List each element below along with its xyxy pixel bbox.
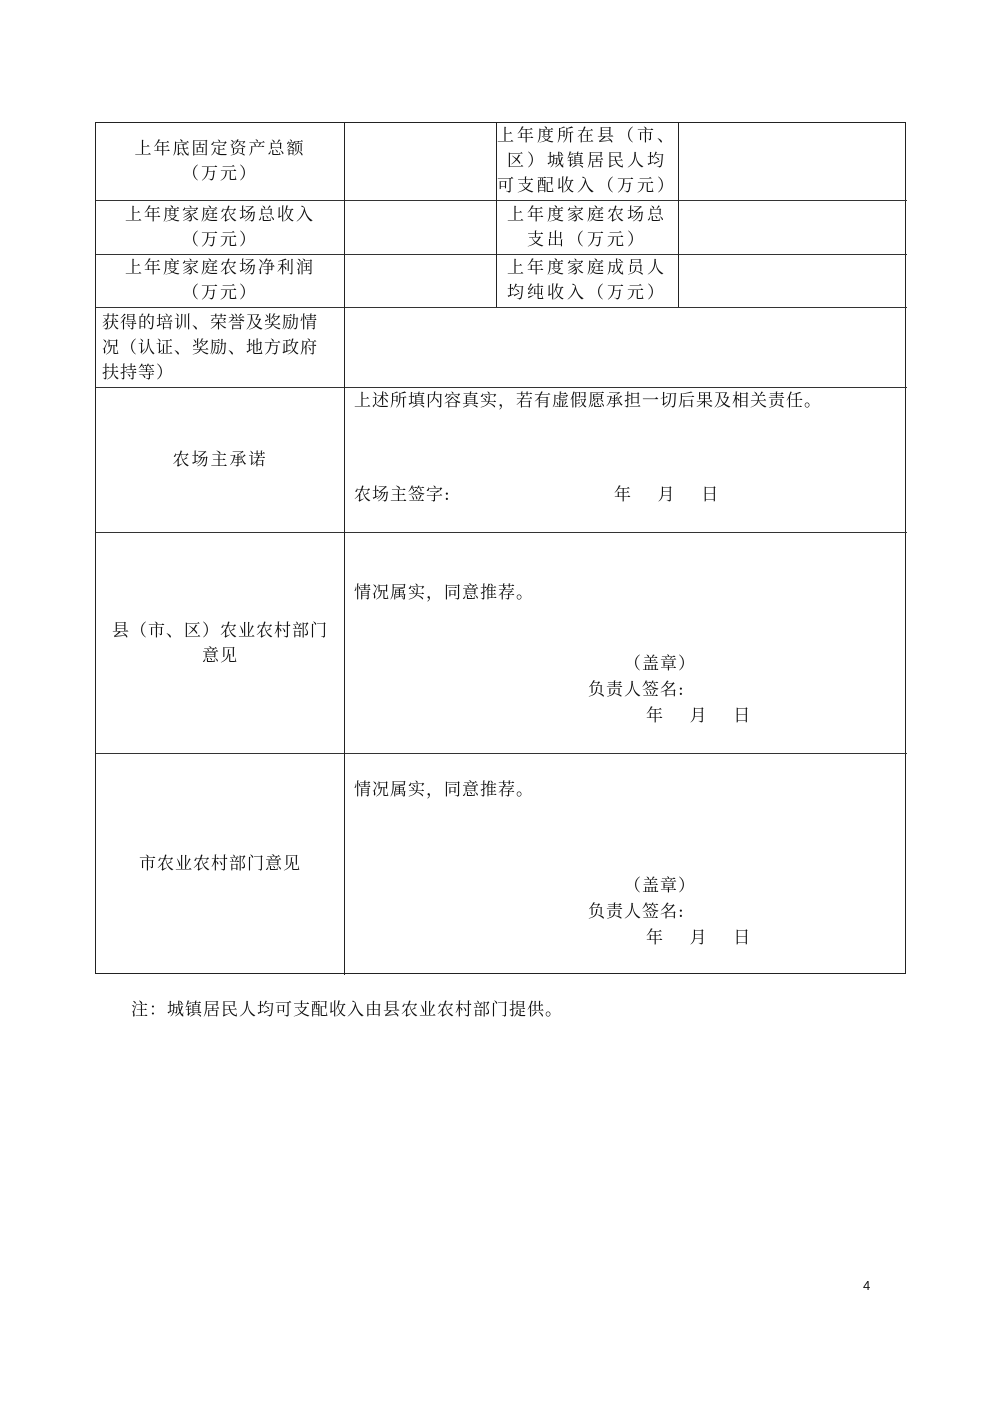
total-revenue-label xyxy=(96,203,344,253)
farm-application-table xyxy=(95,122,906,974)
label-line: 况（认证、奖励、地方政府 xyxy=(102,338,318,358)
footnote: 注：城镇居民人均可支配收入由县农业农村部门提供。 xyxy=(131,1000,563,1020)
per-capita-income-label xyxy=(496,256,678,306)
pledge-statement: 上述所填内容真实，若有虚假愿承担一切后果及相关责任。 xyxy=(354,391,822,411)
label-line: 获得的培训、荣誉及奖励情 xyxy=(102,313,318,333)
label-line: 上年底固定资产总额 xyxy=(134,139,306,159)
farmer-signature-label: 农场主签字: xyxy=(354,485,451,505)
county-signature-field[interactable] xyxy=(696,678,846,703)
county-signer-label: 负责人签名: xyxy=(588,680,685,700)
city-opinion-statement: 情况属实，同意推荐。 xyxy=(354,780,534,800)
label-line: （万元） xyxy=(182,164,258,184)
county-opinion-label xyxy=(96,619,344,669)
county-opinion-statement: 情况属实，同意推荐。 xyxy=(354,583,534,603)
row-divider xyxy=(96,387,907,388)
label-line: 县（市、区）农业农村部门 xyxy=(112,621,328,641)
row-divider xyxy=(96,753,907,754)
total-expense-label xyxy=(496,203,678,253)
county-seal-label: （盖章） xyxy=(624,654,696,674)
label-line: 上年度家庭农场总 xyxy=(507,205,667,225)
pledge-date: 年 月 日 xyxy=(614,485,720,505)
label-line: 上年度家庭农场净利润 xyxy=(125,258,315,278)
net-profit-label xyxy=(96,256,344,306)
city-date: 年 月 日 xyxy=(646,928,752,948)
label-line: 区）城镇居民人均 xyxy=(507,151,667,171)
page-number: 4 xyxy=(863,1278,871,1293)
pledge-label: 农场主承诺 xyxy=(172,450,268,470)
label-line: 上年度家庭农场总收入 xyxy=(125,205,315,225)
label-line: 支出（万元） xyxy=(527,230,647,250)
farmer-signature-field[interactable] xyxy=(466,483,606,508)
fixed-assets-field[interactable] xyxy=(345,123,496,200)
training-honors-label xyxy=(102,311,342,386)
urban-income-label xyxy=(496,124,678,199)
fixed-assets-label xyxy=(96,137,344,187)
training-honors-field[interactable] xyxy=(345,308,907,387)
urban-income-field[interactable] xyxy=(679,123,907,200)
row-divider xyxy=(96,532,907,533)
label-line: 均纯收入（万元） xyxy=(507,283,667,303)
label-line: （万元） xyxy=(182,230,258,250)
total-expense-field[interactable] xyxy=(679,201,907,254)
label-line: 扶持等） xyxy=(102,363,174,383)
label-line: 意见 xyxy=(202,646,238,666)
label-line: 可支配收入（万元） xyxy=(497,176,677,196)
net-profit-field[interactable] xyxy=(345,255,496,307)
city-signature-field[interactable] xyxy=(696,900,846,925)
per-capita-income-field[interactable] xyxy=(679,255,907,307)
label-line: 上年度所在县（市、 xyxy=(497,126,677,146)
city-seal-label: （盖章） xyxy=(624,876,696,896)
label-line: （万元） xyxy=(182,283,258,303)
label-line: 上年度家庭成员人 xyxy=(507,258,667,278)
city-opinion-label: 市农业农村部门意见 xyxy=(139,854,301,874)
county-date: 年 月 日 xyxy=(646,706,752,726)
total-revenue-field[interactable] xyxy=(345,201,496,254)
city-signer-label: 负责人签名: xyxy=(588,902,685,922)
